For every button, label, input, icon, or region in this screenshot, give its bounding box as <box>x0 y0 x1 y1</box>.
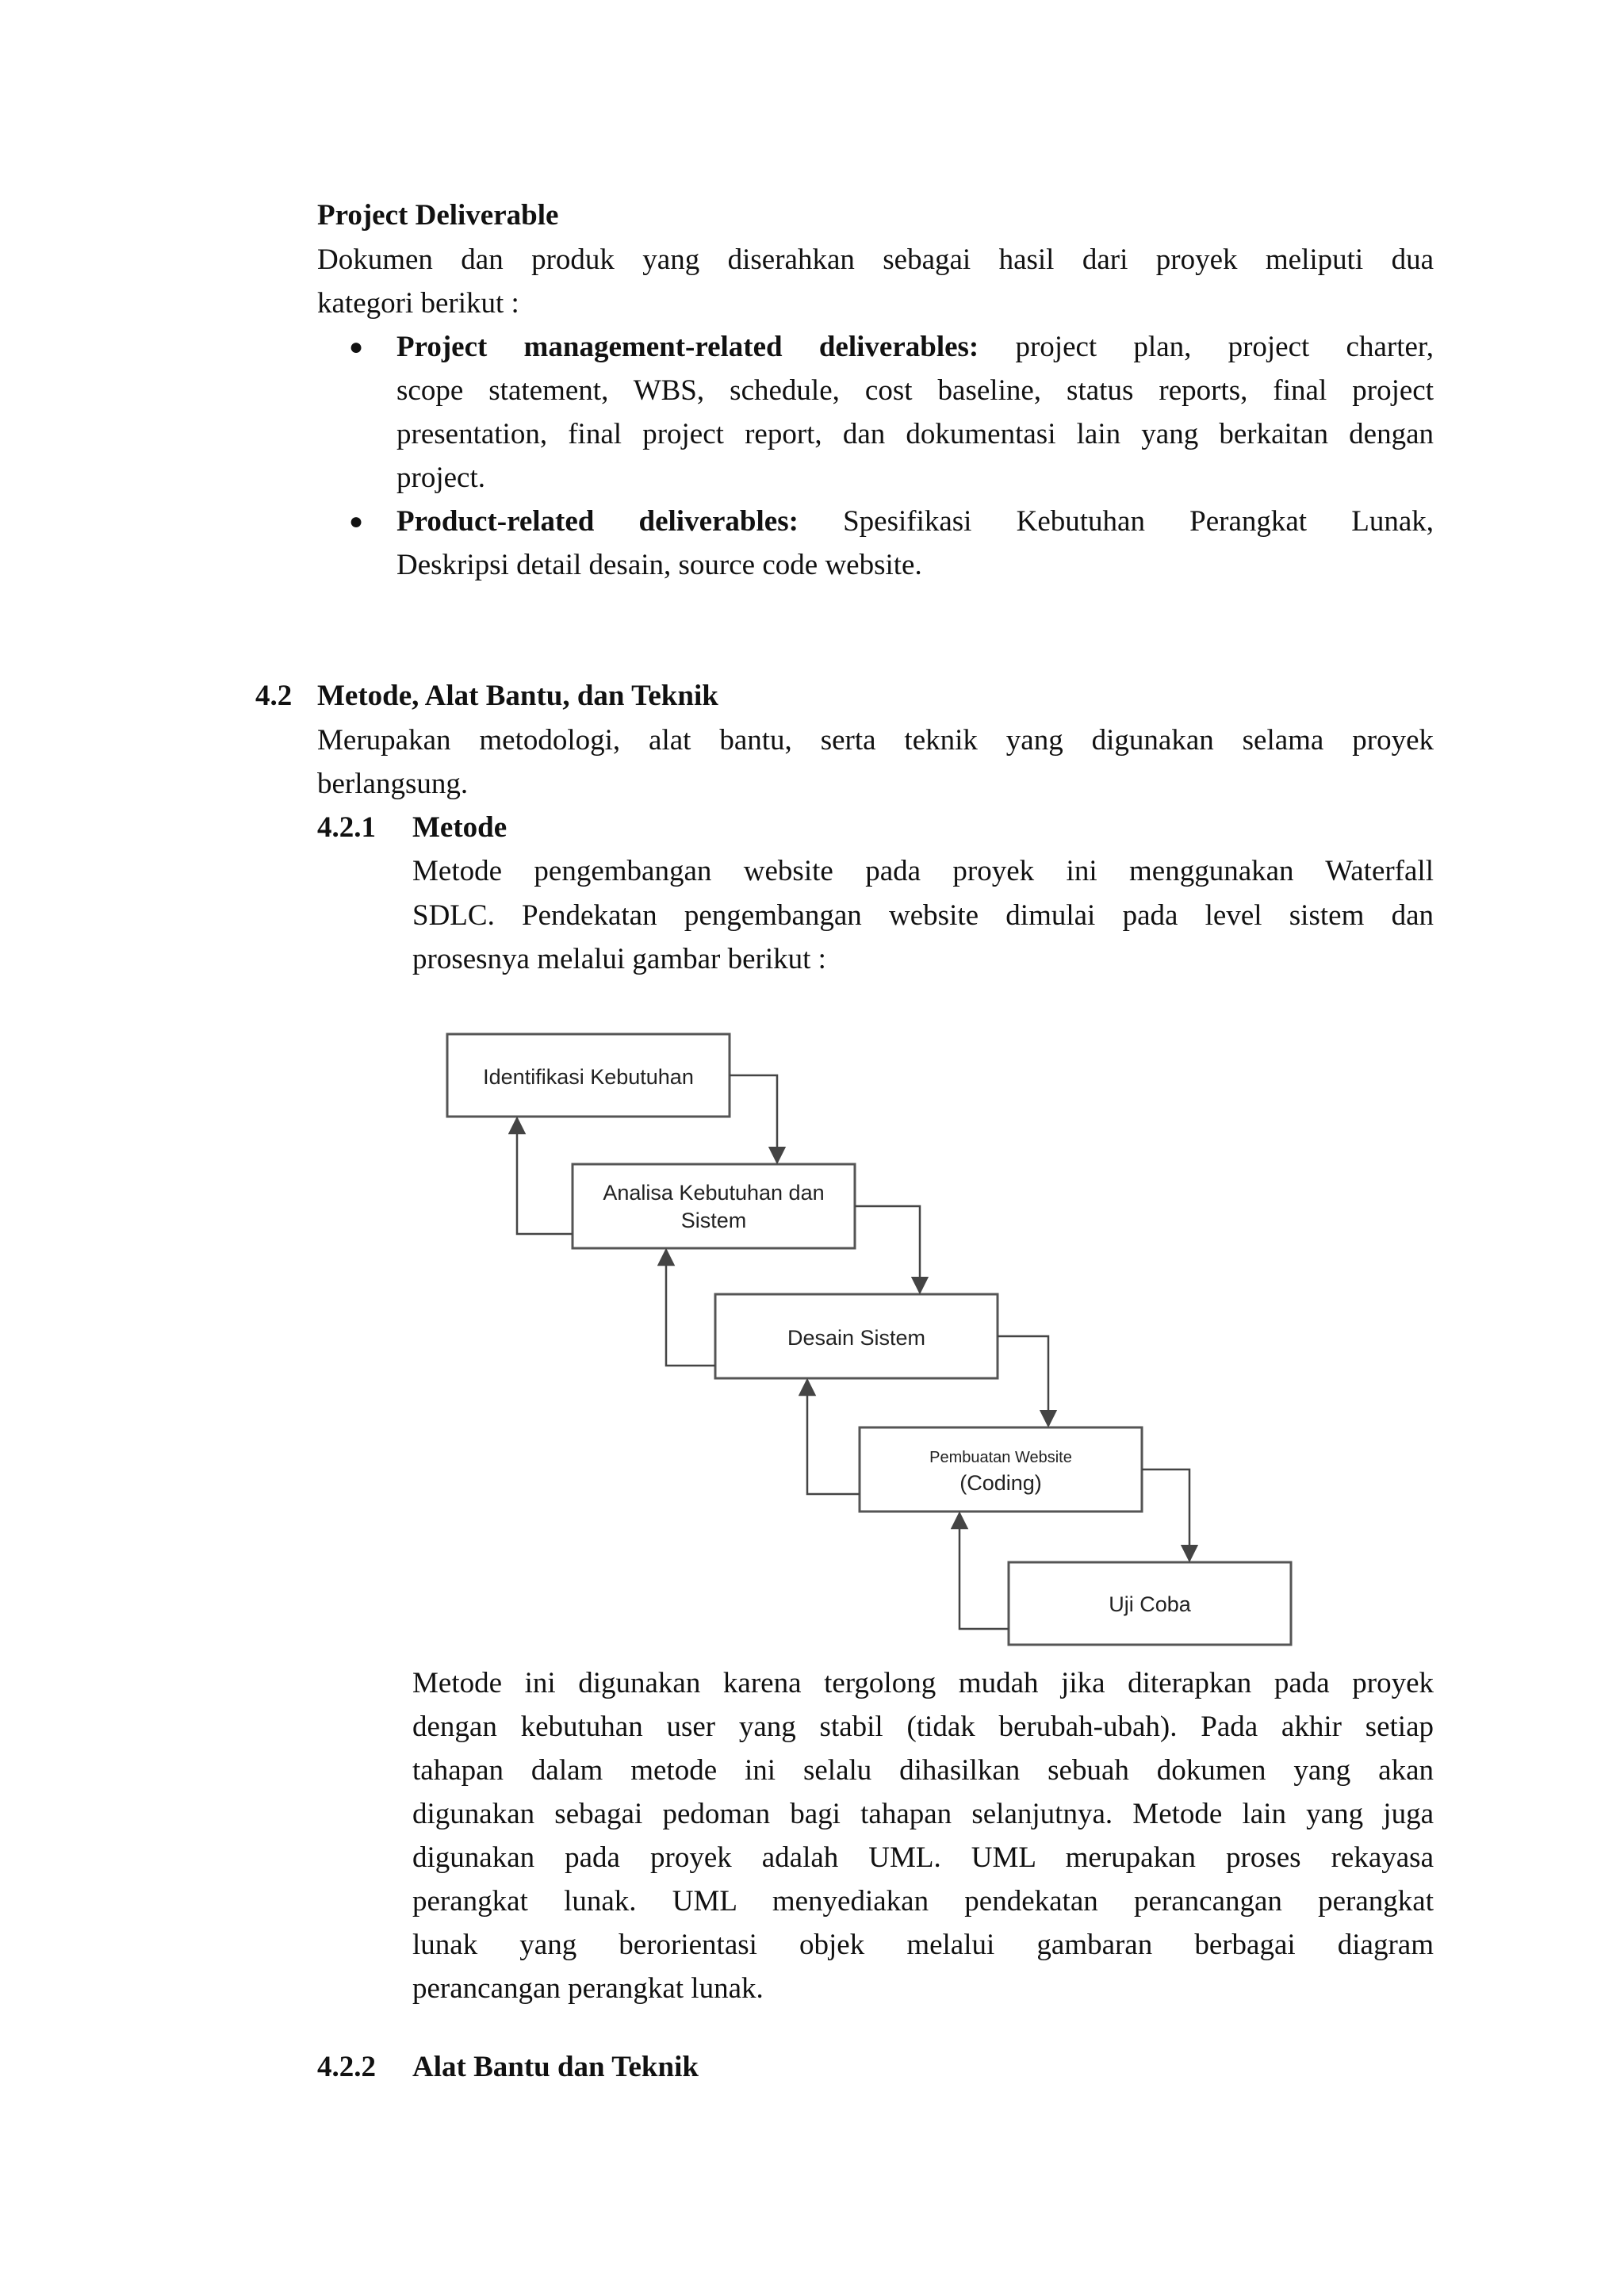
deliverable-intro-line-2: kategori berikut : <box>317 287 519 320</box>
step-label: Desain Sistem <box>787 1326 926 1350</box>
bullet-1-term: Project management-related deliverables: <box>396 331 979 363</box>
metode-para-2-line: lunak yang berorientasi objek melalui gambaran berbagai diagram <box>412 1929 1434 1961</box>
bullet-1-line-4: project. <box>396 462 485 494</box>
bullet-1-desc: project plan, project charter, <box>1015 331 1434 363</box>
metode-para-2-line: Metode ini digunakan karena tergolong mudah jika diterapkan pada proyek <box>412 1667 1434 1699</box>
metode-para-2-line: perangkat lunak. UML menyediakan pendekatan perancangan perangkat <box>412 1885 1434 1918</box>
forward-arrow <box>730 1075 777 1163</box>
forward-arrow <box>1142 1469 1189 1561</box>
step-label: Pembuatan Website <box>929 1449 1072 1466</box>
metode-para-1-line: prosesnya melalui gambar berikut : <box>412 943 826 975</box>
bullet-2-term: Product-related deliverables: <box>396 505 799 538</box>
step-label: Analisa Kebutuhan dan <box>603 1181 825 1205</box>
step-label: (Coding) <box>959 1471 1042 1495</box>
section-4-2-2-number: 4.2.2 <box>317 2051 376 2083</box>
bullet-dot: ● <box>349 508 364 534</box>
deliverable-heading: Project Deliverable <box>317 199 559 232</box>
metode-para-2-line: digunakan sebagai pedoman bagi tahapan selanjutnya. Metode lain yang juga <box>412 1798 1434 1830</box>
section-4-2-intro-line-1: Merupakan metodologi, alat bantu, serta teknik yang digunakan selama proyek <box>317 724 1434 757</box>
step-label: Sistem <box>680 1209 747 1232</box>
section-4-2-1-number: 4.2.1 <box>317 811 376 844</box>
section-4-2-2-title: Alat Bantu dan Teknik <box>412 2051 699 2083</box>
forward-arrow <box>855 1206 920 1293</box>
section-4-2-intro-line-2: berlangsung. <box>317 768 469 800</box>
metode-para-1-line: SDLC. Pendekatan pengembangan website dimulai pada level sistem dan <box>412 899 1434 932</box>
section-4-2-1-title: Metode <box>412 811 508 844</box>
section-4-2-number: 4.2 <box>255 680 293 712</box>
bullet-1-line-2: scope statement, WBS, schedule, cost baseline, status reports, final project <box>396 374 1434 407</box>
feedback-arrow <box>959 1513 1009 1629</box>
feedback-arrow <box>517 1118 573 1234</box>
metode-para-2-line: tahapan dalam metode ini selalu dihasilkan sebuah dokumen yang akan <box>412 1754 1434 1787</box>
forward-arrow <box>998 1336 1048 1426</box>
step-label: Uji Coba <box>1109 1592 1191 1616</box>
feedback-arrow <box>666 1250 715 1366</box>
waterfall-sdlc-diagram <box>428 1007 1316 1649</box>
bullet-1-line-1 <box>396 326 1434 369</box>
metode-para-2-line: dengan kebutuhan user yang stabil (tidak berubah-ubah). Pada akhir setiap <box>412 1711 1434 1743</box>
bullet-2-desc: Spesifikasi Kebutuhan Perangkat Lunak, <box>843 505 1434 538</box>
step-box-analisa <box>573 1164 855 1248</box>
step-label: Identifikasi Kebutuhan <box>483 1065 694 1089</box>
metode-para-1-line: Metode pengembangan website pada proyek ini menggunakan Waterfall <box>412 855 1434 887</box>
bullet-2-line-1 <box>396 500 1434 543</box>
metode-para-2-line: perancangan perangkat lunak. <box>412 1972 764 2005</box>
bullet-2-line-2: Deskripsi detail desain, source code website. <box>396 549 922 581</box>
metode-para-2-line: digunakan pada proyek adalah UML. UML merupakan proses rekayasa <box>412 1841 1434 1874</box>
step-box-pembuatan <box>860 1427 1142 1511</box>
deliverable-intro-line-1: Dokumen dan produk yang diserahkan sebagai hasil dari proyek meliputi dua <box>317 243 1434 276</box>
feedback-arrow <box>807 1380 860 1494</box>
section-4-2-title: Metode, Alat Bantu, dan Teknik <box>317 680 718 712</box>
bullet-1-line-3: presentation, final project report, dan dokumentasi lain yang berkaitan dengan <box>396 418 1434 450</box>
bullet-dot: ● <box>349 334 364 360</box>
